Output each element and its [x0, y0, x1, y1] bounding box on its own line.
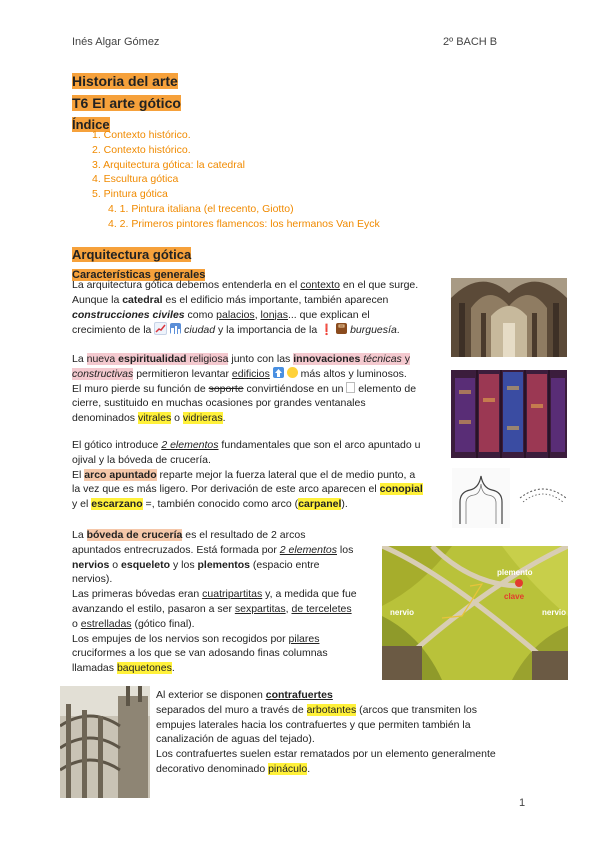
- text-run: 2 elementos: [279, 543, 337, 556]
- section-subtitle: Características generales: [72, 269, 206, 281]
- text-run: palacios: [216, 308, 255, 321]
- index-item[interactable]: 5. Pintura gótica: [92, 188, 168, 201]
- text-run: soporte: [208, 382, 244, 395]
- text-run: canalización de aguas del tejado).: [156, 733, 315, 746]
- text-run: ,: [254, 308, 261, 321]
- text-run: El muro pierde su función de: [72, 382, 209, 395]
- text-run: sexpartitas: [234, 602, 286, 615]
- index-heading: Índice: [72, 117, 110, 132]
- text-run: catedral: [122, 293, 163, 306]
- text-run: nervios).: [72, 573, 113, 586]
- text-run: .: [222, 412, 226, 425]
- text-run: y: [401, 353, 410, 365]
- text-run: cruciformes a los que se van adosando finas columnas: [72, 647, 328, 660]
- text-run: El gótico introduce: [72, 439, 162, 451]
- text-run: pilares: [288, 632, 320, 645]
- up-arrow-icon: [273, 367, 284, 378]
- text-run: lonjas: [260, 308, 288, 321]
- text-run: más altos y luminosos.: [300, 367, 407, 380]
- text-run: Las primeras bóvedas eran: [72, 588, 203, 601]
- nervio-label-right: nervio: [542, 608, 567, 617]
- paragraph-arches: [72, 438, 448, 512]
- text-run: La: [72, 353, 87, 365]
- text-run: ).: [341, 498, 348, 511]
- text-run: conopial: [379, 483, 423, 496]
- stained-glass-photo: [451, 370, 567, 458]
- text-run: la vez que es más ligero. Por derivación de este arco aparecen el: [72, 483, 380, 496]
- text-run: carpanel: [298, 498, 342, 511]
- text-run: constructivas: [72, 367, 134, 380]
- text-run: separados del muro a través de: [156, 703, 307, 716]
- text-run: (gótico final).: [131, 617, 195, 630]
- text-run: escarzano: [91, 498, 143, 511]
- paragraph-vault: [72, 528, 380, 676]
- flying-buttress-photo: [60, 686, 150, 798]
- index-item[interactable]: 1. Contexto histórico.: [92, 129, 191, 141]
- text-run: (espacio entre: [250, 558, 320, 571]
- index-item[interactable]: 4. Escultura gótica: [92, 173, 179, 186]
- text-run: ciudad: [184, 324, 216, 337]
- segmental-arch-drawing: [517, 478, 569, 508]
- text-run: los: [337, 543, 354, 556]
- text-run: o: [171, 412, 183, 425]
- cathedral-interior-photo: [451, 278, 567, 357]
- nervio-label-left: nervio: [390, 608, 415, 617]
- text-run: reparte mejor la fuerza lateral que el de medio punto, a: [156, 468, 416, 481]
- text-run: ,: [285, 602, 292, 615]
- text-run: permitieron levantar: [133, 367, 232, 380]
- text-run: pináculo: [268, 762, 308, 775]
- index-list: [92, 128, 380, 232]
- text-run: espiritualidad: [115, 353, 187, 365]
- page-subtitle: T6 El arte gótico: [72, 95, 181, 111]
- text-run: decorativo denominado: [156, 762, 269, 775]
- text-run: elemento de: [355, 382, 417, 395]
- section-title: Arquitectura gótica: [72, 247, 192, 262]
- index-item[interactable]: 2. Contexto histórico.: [92, 143, 191, 156]
- clave-label: clave: [504, 592, 525, 601]
- text-run: avanzando el estilo, pasaron a ser: [72, 602, 235, 615]
- text-run: contrafuertes: [265, 689, 333, 701]
- text-run: =, también conocido como arco (: [142, 498, 299, 511]
- paragraph-spirituality: [72, 352, 448, 426]
- rib-vault-photo: [382, 546, 568, 680]
- text-run: burguesía: [350, 324, 397, 337]
- text-run: vidrieras: [182, 412, 223, 425]
- plemento-label: plemento: [497, 568, 533, 577]
- ogee-arch-drawing: [452, 468, 510, 528]
- text-run: junto con las: [228, 353, 294, 365]
- text-run: La arquitectura gótica debemos entenderla en el: [72, 279, 301, 291]
- text-run: (arcos que transmiten los: [356, 703, 478, 716]
- chart-increasing-icon: [154, 322, 167, 335]
- text-run: estrelladas: [80, 617, 132, 630]
- text-run: ojival y la bóveda de crucería.: [72, 453, 211, 466]
- text-run: baquetones: [116, 662, 172, 675]
- index-subitem[interactable]: 4. 1. Pintura italiana (el trecento, Giotto): [108, 202, 294, 215]
- paragraph-context: [72, 278, 448, 338]
- text-run: denominados: [72, 412, 138, 425]
- page-number: 1: [519, 797, 526, 809]
- text-run: esqueleto: [121, 558, 171, 571]
- text-run: contexto: [300, 279, 340, 291]
- text-run: nervios: [72, 558, 110, 571]
- text-run: .: [171, 662, 175, 675]
- box-icon: [346, 382, 355, 393]
- text-run: 2 elementos: [161, 439, 219, 451]
- text-run: La: [72, 529, 87, 541]
- text-run: .: [307, 762, 311, 775]
- sun-icon: [287, 367, 298, 378]
- text-run: El: [72, 468, 85, 481]
- text-run: arco apuntado: [84, 468, 157, 481]
- text-run: y la importancia de la: [215, 324, 321, 337]
- text-run: Los empujes de los nervios son recogidos por: [72, 632, 289, 645]
- text-run: y, a medida que fue: [262, 588, 357, 601]
- text-run: arbotantes: [306, 703, 357, 716]
- briefcase-icon: [336, 323, 347, 334]
- text-run: cierre, sustituido en muchas ocasiones por grandes ventanales: [72, 397, 366, 410]
- text-run: innovaciones: [293, 353, 361, 365]
- text-run: cuatripartitas: [202, 588, 263, 601]
- text-run: como: [184, 308, 217, 321]
- text-run: en el que surge.: [339, 279, 419, 291]
- title-block: [72, 72, 181, 134]
- text-run: edificios: [231, 367, 270, 380]
- text-run: religiosa: [186, 353, 229, 365]
- text-run: técnicas: [360, 353, 402, 365]
- text-run: fundamentales que son el arco apuntado u: [218, 439, 421, 451]
- author-name: Inés Algar Gómez: [72, 36, 160, 48]
- text-run: plementos: [197, 558, 251, 571]
- text-run: llamadas: [72, 662, 117, 675]
- text-run: convirtiéndose en un: [243, 382, 347, 395]
- page-title: Historia del arte: [72, 73, 178, 89]
- text-run: y el: [72, 498, 92, 511]
- cityscape-icon: [170, 323, 181, 334]
- text-run: es el resultado de 2 arcos: [182, 529, 306, 541]
- text-run: Aunque la: [72, 293, 123, 306]
- index-item[interactable]: 3. Arquitectura gótica: la catedral: [92, 158, 245, 171]
- text-run: construcciones civiles: [72, 308, 185, 321]
- text-run: ... que explican el: [287, 308, 370, 321]
- text-run: de terceletes: [291, 602, 352, 615]
- text-run: es el edificio más importante, también aparecen: [162, 293, 389, 306]
- course-label: 2º BACH B: [443, 36, 498, 48]
- text-run: o: [109, 558, 122, 571]
- text-run: o: [72, 617, 81, 630]
- text-run: vitrales: [137, 412, 172, 425]
- text-run: empujes laterales hacia los contrafuertes y que permiten también la: [156, 718, 471, 731]
- text-run: bóveda de crucería: [86, 529, 183, 541]
- paragraph-buttresses: [156, 688, 566, 777]
- text-run: Los contrafuertes suelen estar rematados por un elemento generalmente: [156, 748, 496, 761]
- text-run: y los: [170, 558, 198, 571]
- text-run: .: [396, 324, 400, 337]
- text-run: crecimiento de la: [72, 324, 155, 337]
- exclamation-icon: ❗: [320, 324, 334, 337]
- index-subitem[interactable]: 4. 2. Primeros pintores flamencos: los hermanos Van Eyck: [108, 217, 380, 230]
- text-run: apuntados entrecruzados. Está formada por: [72, 543, 280, 556]
- text-run: Al exterior se disponen: [156, 689, 266, 701]
- text-run: nueva: [86, 353, 116, 365]
